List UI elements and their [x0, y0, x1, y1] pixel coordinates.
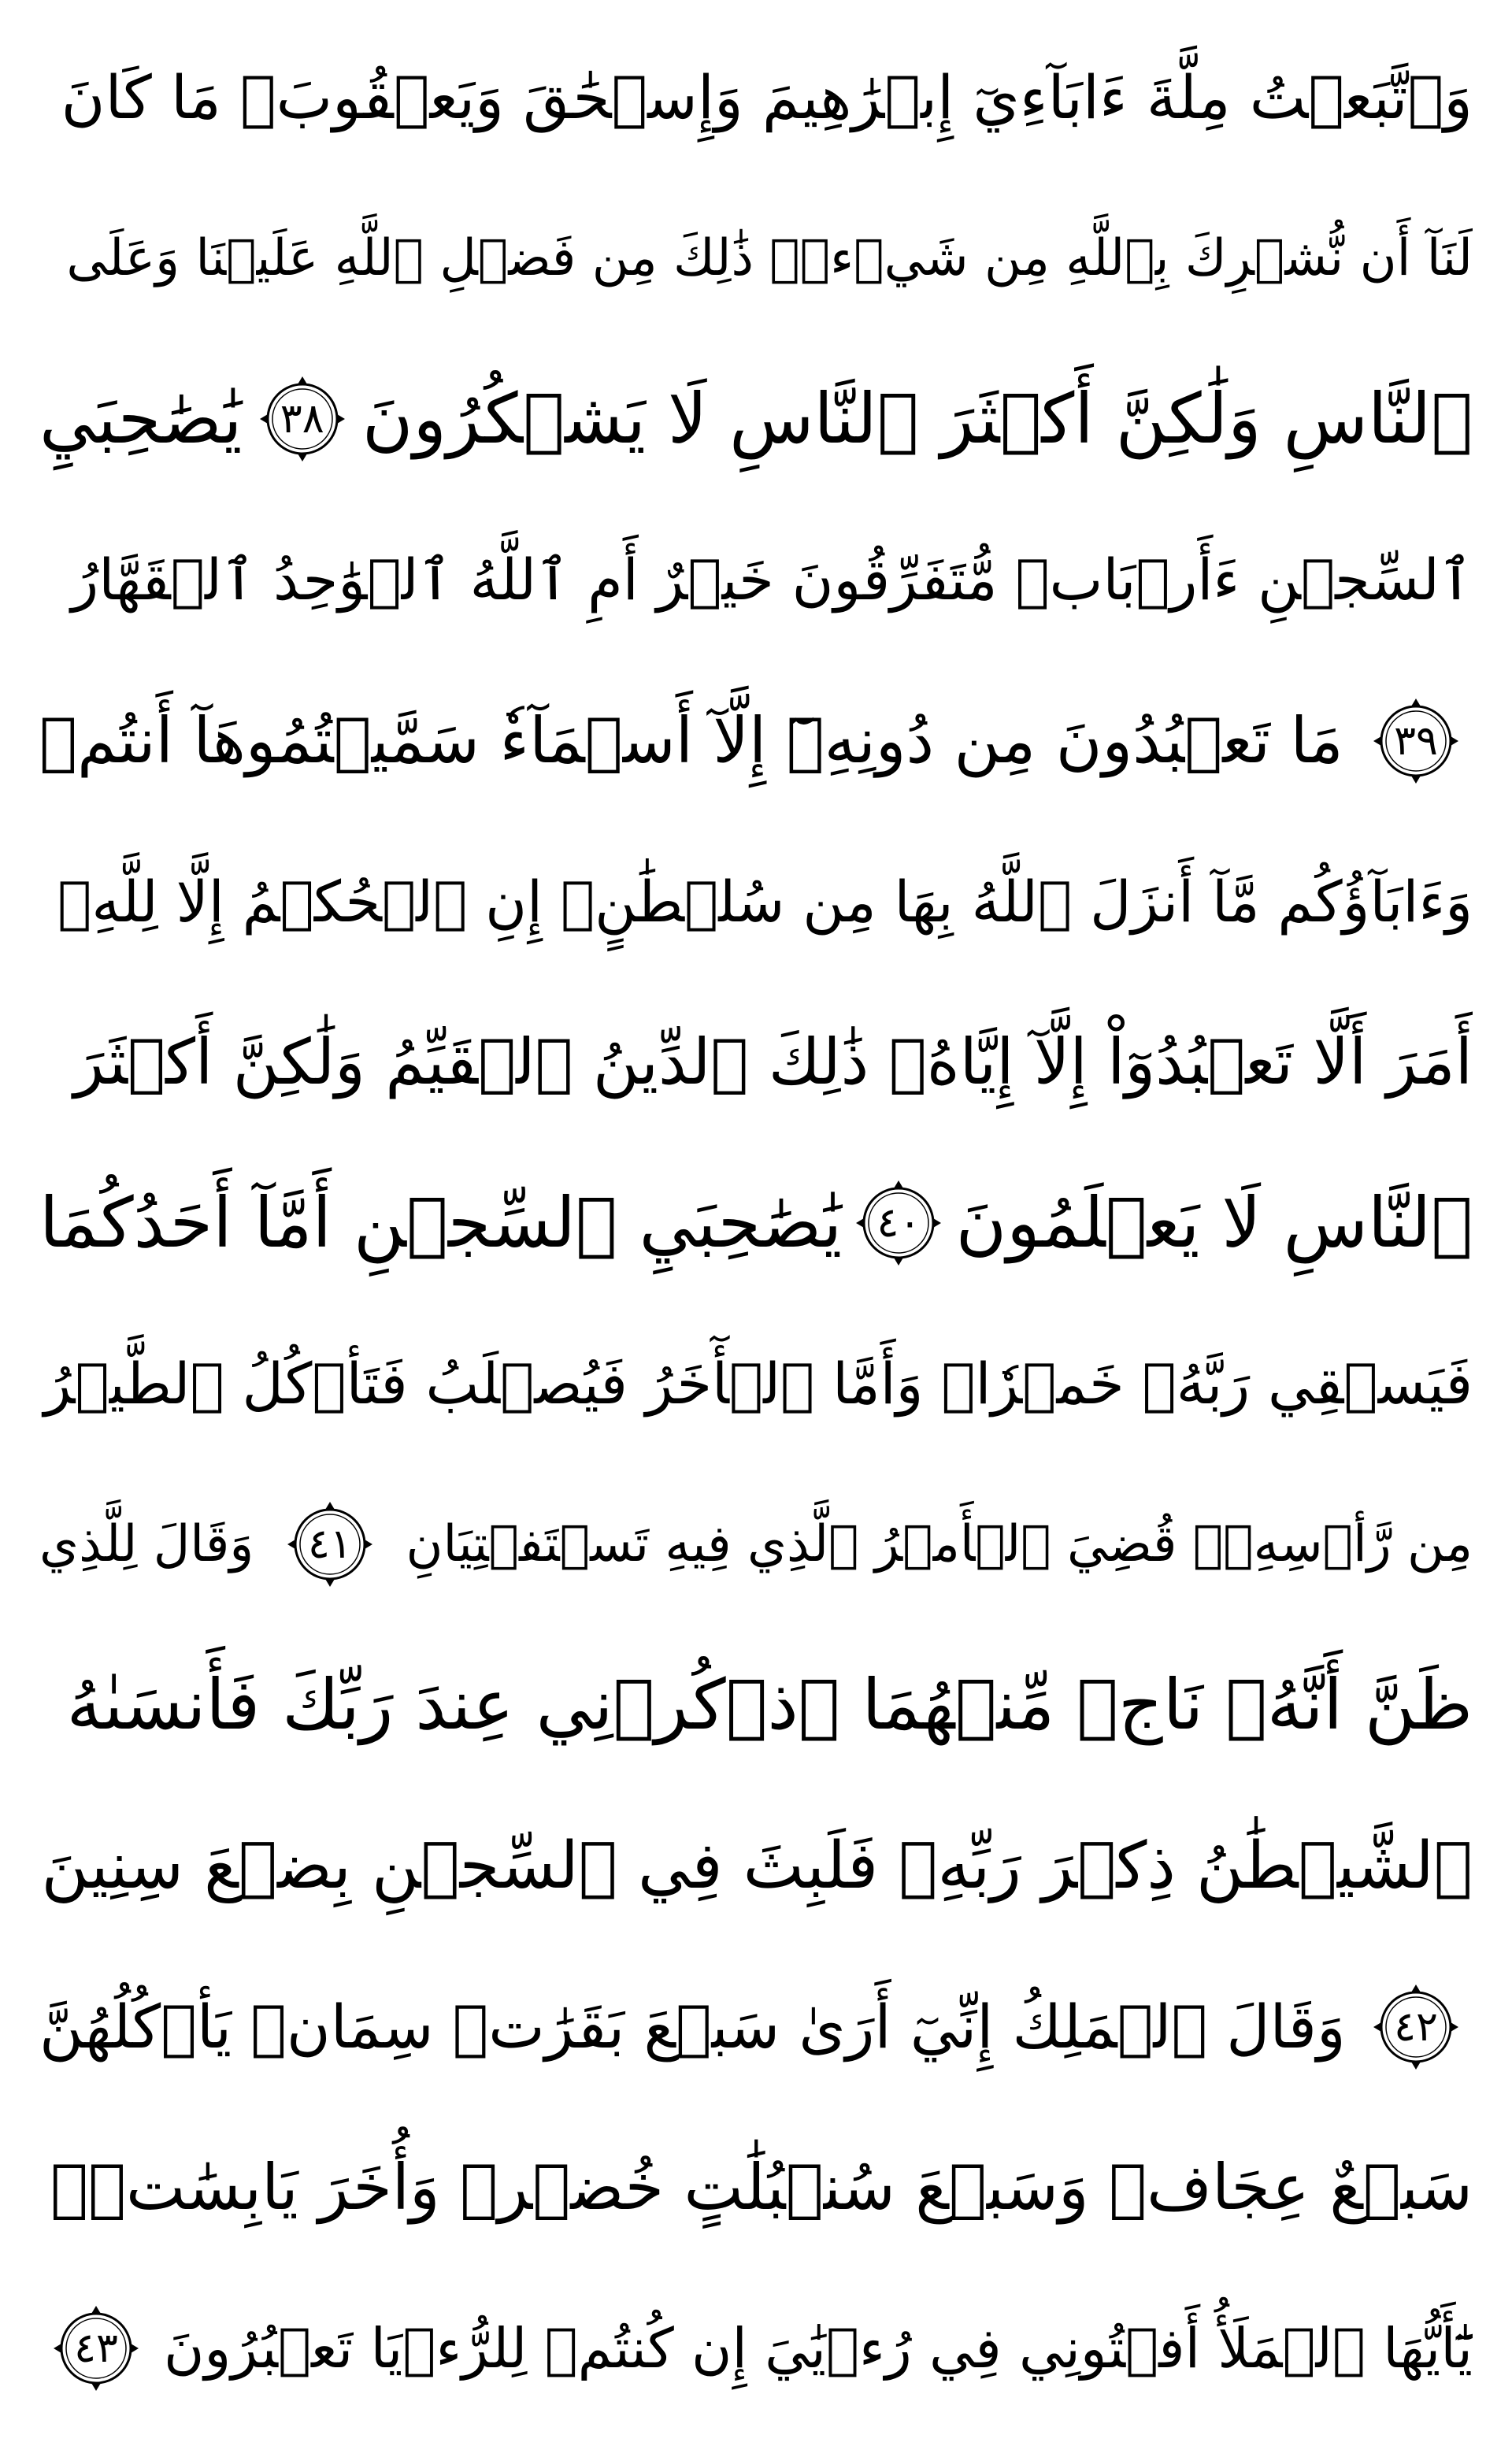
text-line-10: [39, 1478, 1473, 1610]
text-line-14: [39, 2122, 1473, 2254]
verse-text: يَٰصَٰحِبَيِ: [39, 378, 243, 460]
text-line-3: [39, 353, 1473, 485]
ayah-end-marker: [1369, 1980, 1463, 2074]
verse-text: ظَنَّ أَنَّهُۥ نَاجٖ مِّنۡهُمَا ٱذۡكُرۡنِي عِندَ رَبِّكَ فَأَنسَىٰهُ: [66, 1664, 1473, 1746]
text-line-12: [39, 1800, 1473, 1933]
ayah-end-marker: [255, 372, 350, 466]
ayah-end-marker: [283, 1497, 377, 1592]
ayah-number: ٣٨: [280, 395, 324, 443]
verse-text: أَمَرَ أَلَّا تَعۡبُدُوٓاْ إِلَّآ إِيَّاهُۚ ذَٰلِكَ ٱلدِّينُ ٱلۡقَيِّمُ وَلَٰكِنَّ أَكۡثَرَ: [73, 1025, 1473, 1099]
verse-text: فَيَسۡقِي رَبَّهُۥ خَمۡرٗاۖ وَأَمَّا ٱلۡأٓخَرُ فَيُصۡلَبُ فَتَأۡكُلُ ٱلطَّيۡرُ: [43, 1351, 1473, 1418]
text-line-6: [39, 836, 1473, 968]
verse-text: ٱلشَّيۡطَٰنُ ذِكۡرَ رَبِّهِۦ فَلَبِثَ فِي ٱلسِّجۡنِ بِضۡعَ سِنِينَ: [41, 1828, 1473, 1903]
verse-text: يَٰٓأَيُّهَا ٱلۡمَلَأُ أَفۡتُونِي فِي رُءۡيَٰيَ إِن كُنتُمۡ لِلرُّءۡيَا تَعۡبُرُونَ: [164, 2315, 1473, 2381]
ayah-end-marker: [1369, 694, 1463, 788]
verse-text: سَبۡعٌ عِجَافٞ وَسَبۡعَ سُنۢبُلَٰتٍ خُضۡرٖ وَأُخَرَ يَابِسَٰتٖۖ: [50, 2150, 1473, 2224]
text-line-15: [39, 2282, 1473, 2414]
verse-text: يَٰصَٰحِبَيِ ٱلسِّجۡنِ أَمَّآ أَحَدُكُمَا: [39, 1181, 843, 1263]
text-line-13: [39, 1961, 1473, 2093]
verse-text: لَنَآ أَن نُّشۡرِكَ بِٱللَّهِ مِن شَيۡءٖۚ ذَٰلِكَ مِن فَضۡلِ ٱللَّهِ عَلَيۡنَا وَعَلَى: [66, 229, 1473, 288]
ayah-end-marker: [49, 2301, 143, 2396]
ayah-number: ٤١: [307, 1521, 352, 1569]
verse-text: وَٱتَّبَعۡتُ مِلَّةَ ءَابَآءِيٓ إِبۡرَٰهِيمَ وَإِسۡحَٰقَ وَيَعۡقُوبَۚ مَا كَانَ: [61, 62, 1473, 132]
ayah-number: ٤٣: [74, 2324, 118, 2372]
text-line-7: [39, 996, 1473, 1128]
verse-text: مَا تَعۡبُدُونَ مِن دُونِهِۦٓ إِلَّآ أَسۡمَآءٗ سَمَّيۡتُمُوهَآ أَنتُمۡ: [39, 703, 1343, 777]
verse-text: وَقَالَ ٱلۡمَلِكُ إِنِّيٓ أَرَىٰ سَبۡعَ بَقَرَٰتٖ سِمَانٖ يَأۡكُلُهُنَّ: [39, 1991, 1346, 2062]
verse-text: ٱلنَّاسِ وَلَٰكِنَّ أَكۡثَرَ ٱلنَّاسِ لَا يَشۡكُرُونَ: [361, 378, 1473, 460]
verse-text: ٱلنَّاسِ لَا يَعۡلَمُونَ: [955, 1181, 1473, 1263]
ayah-number: ٤٠: [876, 1199, 921, 1247]
ayah-end-marker: [851, 1176, 946, 1270]
text-line-2: [39, 192, 1473, 324]
text-line-8: [39, 1157, 1473, 1289]
text-line-5: [39, 675, 1473, 807]
verse-text: وَقَالَ لِلَّذِي: [39, 1515, 254, 1574]
text-line-11: [39, 1639, 1473, 1771]
text-line-9: [39, 1318, 1473, 1450]
verse-text: وَءَابَآؤُكُم مَّآ أَنزَلَ ٱللَّهُ بِهَا مِن سُلۡطَٰنٍۚ إِنِ ٱلۡحُكۡمُ إِلَّا لِلَّهِۚ: [57, 868, 1473, 935]
ayah-number: ٣٩: [1394, 717, 1438, 765]
verse-text: ٱلسِّجۡنِ ءَأَرۡبَابٞ مُّتَفَرِّقُونَ خَيۡرٌ أَمِ ٱللَّهُ ٱلۡوَٰحِدُ ٱلۡقَهَّارُ: [71, 547, 1473, 613]
text-line-1: [39, 32, 1473, 164]
text-line-4: [39, 513, 1473, 646]
verse-text: مِن رَّأۡسِهِۦۚ قُضِيَ ٱلۡأَمۡرُ ٱلَّذِي فِيهِ تَسۡتَفۡتِيَانِ: [406, 1515, 1473, 1574]
ayah-number: ٤٢: [1394, 2003, 1438, 2051]
